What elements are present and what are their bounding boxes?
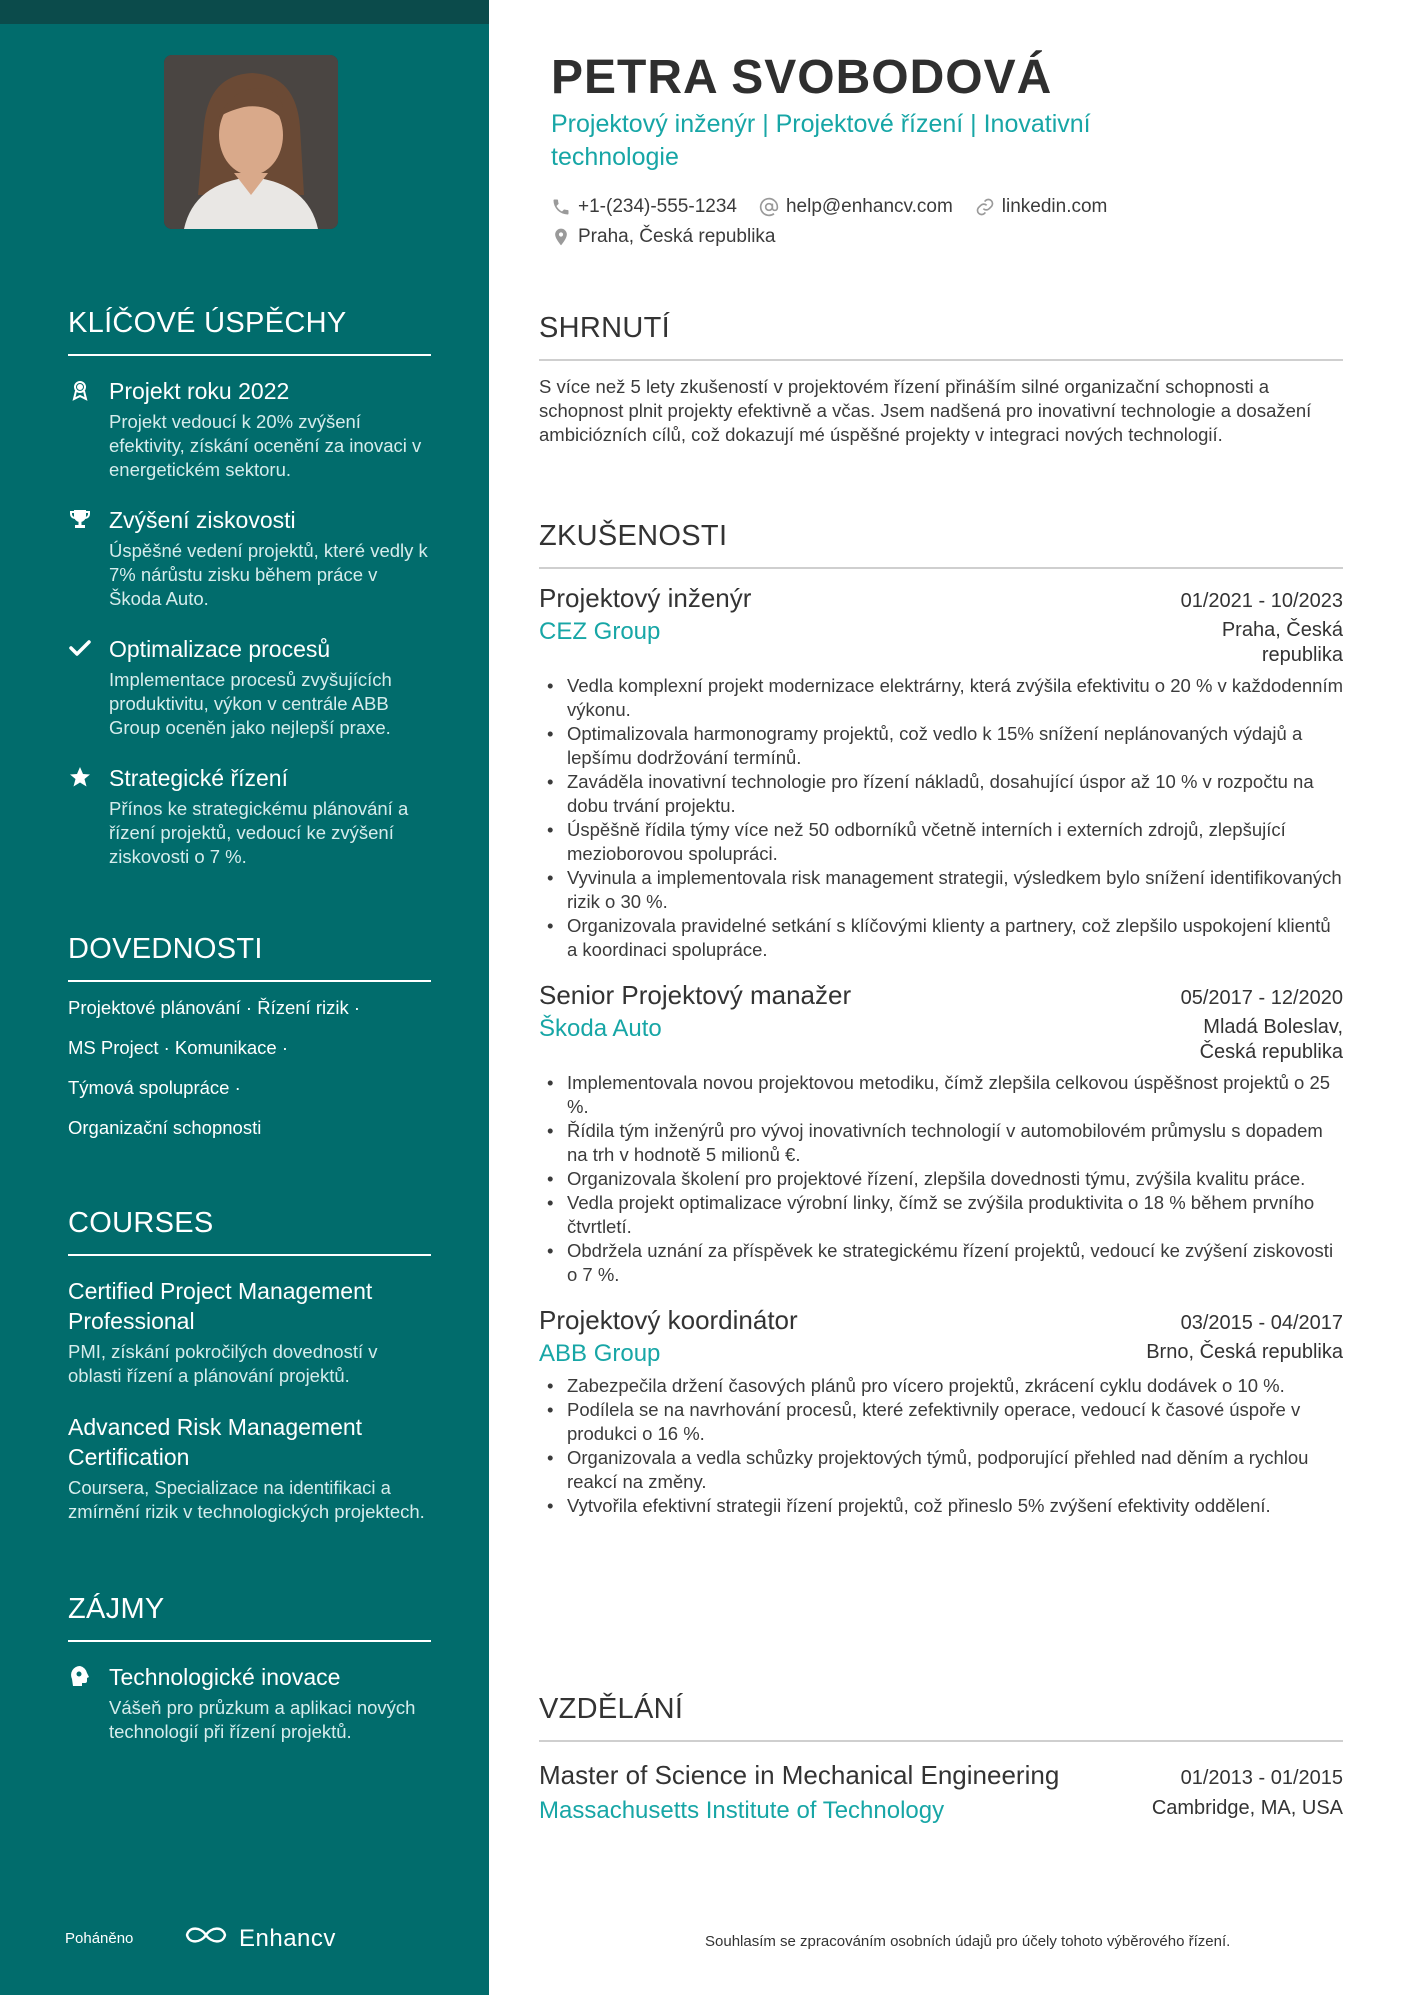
profile-photo <box>164 55 338 229</box>
achievement-title: Zvýšení ziskovosti <box>109 507 296 533</box>
phone-contact[interactable] <box>551 196 737 218</box>
job-company: Škoda Auto <box>539 1015 662 1042</box>
contact-info <box>551 192 1251 252</box>
courses-section <box>68 1207 431 1524</box>
interest-desc: Vášeň pro průzkum a aplikaci nových technologií při řízení projektů. <box>109 1697 416 1742</box>
job-bullet: • Optimalizovala harmonogramy projektů, což vedlo k 15% snížení neplánovaných výdajů a lepšímu dodržování termínů. <box>539 722 1343 770</box>
location-pin-icon <box>551 227 571 247</box>
job-company: ABB Group <box>539 1340 661 1367</box>
job-bullet: • Úspěšně řídila týmy více než 50 odborníků včetně interních i externích zdrojů, zlepšující mezioborovou spolupráci. <box>539 818 1343 866</box>
job-bullets <box>539 1071 1343 1287</box>
skills-title: DOVEDNOSTI <box>68 933 431 982</box>
course-item <box>68 1412 431 1524</box>
enhancv-logo[interactable] <box>183 1924 336 1953</box>
linkedin-contact[interactable] <box>975 196 1108 218</box>
achievement-item <box>68 634 431 740</box>
interest-item <box>68 1662 431 1744</box>
at-icon <box>759 197 779 217</box>
job-bullet: • Zaváděla inovativní technologie pro řízení nákladů, dosahující úspor až 10 % v rozpočtu na dobu trvání projektu. <box>539 770 1343 818</box>
email-contact[interactable] <box>759 196 953 218</box>
award-icon <box>68 378 92 402</box>
link-icon <box>975 197 995 217</box>
edu-degree: Master of Science in Mechanical Engineering <box>539 1760 1060 1790</box>
achievement-desc: Přínos ke strategickému plánování a řízení projektů, vedoucí ke zvýšení ziskovosti o 7 %. <box>109 798 409 867</box>
star-icon <box>68 765 92 789</box>
location-text: Praha, Česká republika <box>578 226 776 247</box>
achievements-title: KLÍČOVÉ ÚSPĚCHY <box>68 307 431 356</box>
email-address: help@enhancv.com <box>785 196 953 217</box>
job-bullet: • Vyvinula a implementovala risk management strategii, výsledkem bylo snížení identifikovaných rizik o 30 %. <box>539 866 1343 914</box>
job-bullet: • Řídila tým inženýrů pro vývoj inovativních technologií v automobilovém průmyslu s dopadem na trh v hodnotě 5 milionů €. <box>539 1119 1343 1167</box>
job-location: Praha, Česká republika <box>1221 619 1343 666</box>
skills-line: Organizační schopnosti <box>68 1117 262 1138</box>
check-icon <box>68 636 92 660</box>
job-dates: 05/2017 - 12/2020 <box>1180 987 1343 1009</box>
courses-title: COURSES <box>68 1207 431 1256</box>
brand-name: Enhancv <box>239 1924 336 1952</box>
achievements-section <box>68 307 431 869</box>
job-entry <box>539 1305 1343 1518</box>
job-bullet: • Podílela se na navrhování procesů, které zefektivnily operace, vedoucí k časové úspoře v produkci o 16 %. <box>539 1398 1343 1446</box>
skills-line: MS Project · Komunikace · <box>68 1037 289 1058</box>
consent-note: Souhlasím se zpracováním osobních údajů pro účely tohoto výběrového řízení. <box>705 1933 1231 1950</box>
course-item <box>68 1276 431 1388</box>
skills-section <box>68 933 431 1140</box>
linkedin-url: linkedin.com <box>1001 196 1108 217</box>
course-desc: Coursera, Specializace na identifikaci a zmírnění rizik v technologických projektech. <box>68 1477 425 1522</box>
job-dates: 01/2021 - 10/2023 <box>1180 590 1343 612</box>
job-bullets <box>539 1374 1343 1518</box>
job-bullet: • Organizovala školení pro projektové řízení, zlepšila dovednosti týmu, zvýšila kvalitu práce. <box>539 1167 1343 1191</box>
job-bullet: • Zabezpečila držení časových plánů pro vícero projektů, zkrácení cyklu dodávek o 10 %. <box>539 1374 1343 1398</box>
interests-title: ZÁJMY <box>68 1593 431 1642</box>
brain-icon <box>68 1664 92 1688</box>
job-bullet: • Vedla komplexní projekt modernizace elektrárny, která zvýšila efektivitu o 20 % v každodenním výkonu. <box>539 674 1343 722</box>
edu-location: Cambridge, MA, USA <box>1151 1797 1343 1819</box>
trophy-icon <box>68 507 92 531</box>
job-bullet: • Vedla projekt optimalizace výrobní linky, čímž se zvýšila produktivita o 18 % během prvního čtvrtletí. <box>539 1191 1343 1239</box>
job-bullet: • Implementovala novou projektovou metodiku, čímž zlepšila celkovou úspěšnost projektů o 25 %. <box>539 1071 1343 1119</box>
course-desc: PMI, získání pokročilých dovedností v oblasti řízení a plánování projektů. <box>68 1341 378 1386</box>
achievement-title: Strategické řízení <box>109 765 288 791</box>
achievement-item <box>68 376 431 482</box>
job-bullets <box>539 674 1343 962</box>
achievement-desc: Implementace procesů zvyšujících produktivitu, výkon v centrále ABB Group oceněn jako nejlepší praxe. <box>109 669 392 738</box>
achievement-title: Projekt roku 2022 <box>109 378 290 404</box>
interest-title: Technologické inovace <box>109 1664 341 1690</box>
education-section <box>539 1693 1343 1825</box>
sidebar-top-bar <box>0 0 489 24</box>
job-company: CEZ Group <box>539 618 661 645</box>
job-dates: 03/2015 - 04/2017 <box>1180 1312 1343 1334</box>
headline: Projektový inženýr | Projektové řízení | Inovativní technologie <box>551 110 1091 171</box>
job-entry <box>539 583 1343 962</box>
job-bullet: • Obdržela uznání za příspěvek ke strategickému řízení projektů, vedoucí ke zvýšení ziskovosti o 7 %. <box>539 1239 1343 1287</box>
achievement-item <box>68 763 431 869</box>
job-location: Brno, Česká republika <box>1146 1341 1343 1363</box>
sidebar <box>0 0 489 1995</box>
candidate-name: PETRA SVOBODOVÁ <box>551 51 1053 104</box>
job-location: Mladá Boleslav, Česká republika <box>1199 1016 1343 1063</box>
powered-by-label: Poháněno <box>65 1930 134 1947</box>
job-role: Senior Projektový manažer <box>539 980 852 1010</box>
achievement-desc: Úspěšné vedení projektů, které vedly k 7% nárůstu zisku během práce v Škoda Auto. <box>109 540 428 609</box>
education-title: VZDĚLÁNÍ <box>539 1693 1343 1742</box>
summary-title: SHRNUTÍ <box>539 312 1343 361</box>
achievement-desc: Projekt vedoucí k 20% zvýšení efektivity, získání ocenění za inovaci v energetickém sektoru. <box>109 411 422 480</box>
achievement-item <box>68 505 431 611</box>
skills-line: Týmová spolupráce · <box>68 1077 241 1098</box>
location-contact <box>551 226 776 248</box>
course-title: Advanced Risk Management Certification <box>68 1414 363 1470</box>
experience-section <box>539 520 1343 1518</box>
phone-number: +1-(234)-555-1234 <box>578 196 737 217</box>
job-bullet: • Vytvořila efektivní strategii řízení projektů, což přineslo 5% zvýšení efektivity oddělení. <box>539 1494 1343 1518</box>
job-bullet: • Organizovala pravidelné setkání s klíčovými klienty a partnery, což zlepšilo uspokojení klientů a koordinaci spolupráce. <box>539 914 1343 962</box>
job-role: Projektový koordinátor <box>539 1305 798 1335</box>
experience-title: ZKUŠENOSTI <box>539 520 1343 569</box>
summary-text: S více než 5 lety zkušeností v projektovém řízení přináším silné organizační schopnosti a schopnost plnit projekty efektivně a včas. Jsem nadšená pro inovativní technologie a dosažení ambiciózních cílů, což dokazují mé úspěšné projekty v integraci nových technologií. <box>539 376 1312 445</box>
job-bullet: • Organizovala a vedla schůzky projektových týmů, podporující přehled nad děním a rychlou reakcí na změny. <box>539 1446 1343 1494</box>
course-title: Certified Project Management Professional <box>68 1278 373 1334</box>
phone-icon <box>551 197 571 217</box>
job-role: Projektový inženýr <box>539 583 752 613</box>
job-entry <box>539 980 1343 1287</box>
edu-dates: 01/2013 - 01/2015 <box>1180 1767 1343 1789</box>
skills-line: Projektové plánování · Řízení rizik · <box>68 997 361 1018</box>
interests-section <box>68 1593 431 1744</box>
achievement-title: Optimalizace procesů <box>109 636 331 662</box>
infinity-icon <box>183 1924 229 1953</box>
edu-school: Massachusetts Institute of Technology <box>539 1797 945 1824</box>
summary-section <box>539 312 1343 447</box>
